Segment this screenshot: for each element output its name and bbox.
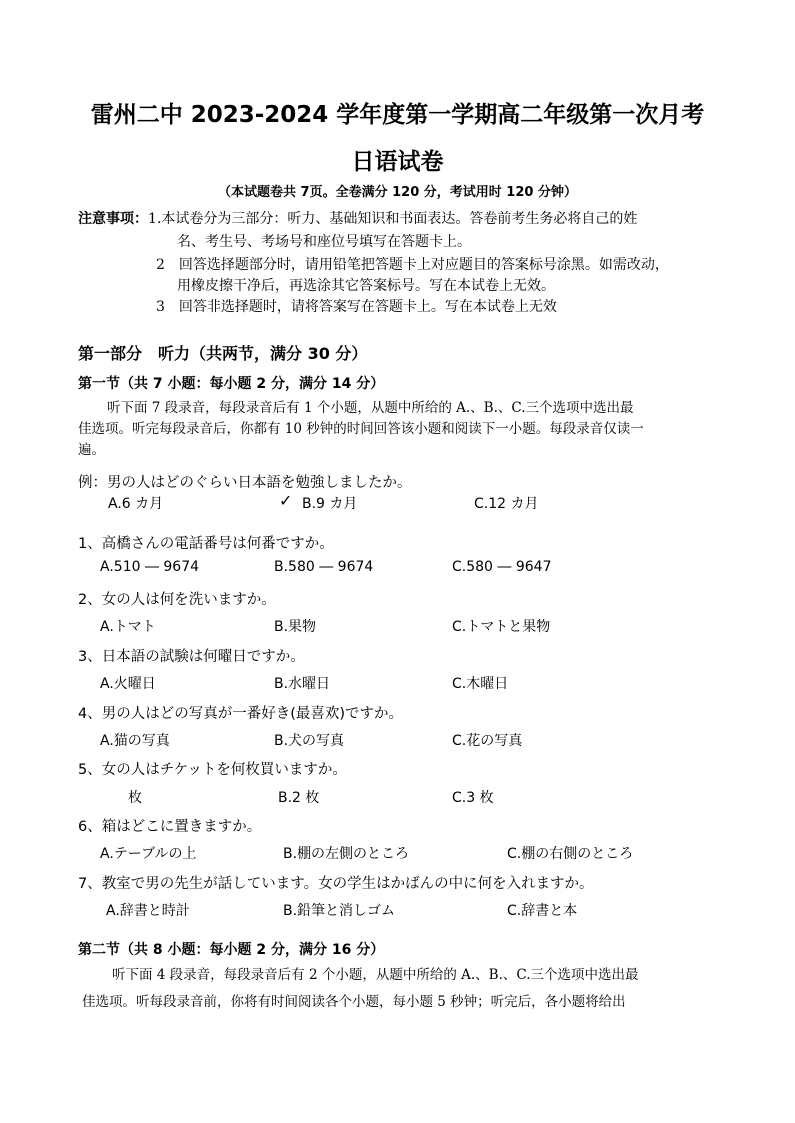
question-7: 7、教室で男の先生が話しています。女の学生はかばんの中に何を入れますか。 [78, 876, 594, 892]
section-1-instructions-line-2: 佳选项。听完每段录音后，你都有 10 秒钟的时间回答该小题和阅读下一小题。每段录音仅读一 [78, 421, 644, 437]
question-5-option-a: 枚 [128, 790, 142, 806]
question-5-option-b: B.2 枚 [278, 790, 320, 806]
question-6: 6、箱はどこに置きますか。 [78, 819, 262, 835]
question-6-option-a: A.テーブルの上 [100, 846, 197, 862]
exam-info: （本试题卷共 7页。全卷满分 120 分，考试用时 120 分钟） [218, 185, 577, 200]
section-2-instructions-line-2: 佳选项。听每段录音前，你将有时间阅读各个小题，每小题 5 秒钟；听完后，各小题将给出 [82, 994, 626, 1010]
section-2-instructions-line-1: 听下面 4 段录音，每段录音后有 2 个小题，从题中所给的 A.、B.、C.三个选项中选出最 [112, 967, 639, 983]
question-5-option-c: C.3 枚 [452, 790, 494, 806]
notice-item-2-line-2: 用橡皮擦干净后，再选涂其它答案标号。写在本试卷上无效。 [177, 278, 555, 294]
question-4-option-c: C.花の写真 [452, 733, 523, 749]
notice-item-1-line-2: 名、考生号、考场号和座位号填写在答题卡上。 [177, 234, 471, 250]
notice-label: 注意事项： [78, 211, 148, 227]
section-1-heading: 第一节（共 7 小题：每小题 2 分，满分 14 分） [78, 376, 385, 392]
question-2-option-c: C.トマトと果物 [452, 619, 551, 635]
question-3-option-a: A.火曜日 [100, 676, 156, 692]
section-1-instructions-line-3: 遍。 [78, 442, 105, 458]
question-6-option-c: C.棚の右側のところ [507, 846, 634, 862]
notice-item-2-line-1: 2 回答选择题部分时，请用铅笔把答题卡上对应题目的答案标号涂黑。如需改动， [156, 257, 669, 273]
question-1: 1、高橋さんの電話番号は何番ですか。 [78, 536, 334, 552]
question-3-option-b: B.水曜日 [274, 676, 331, 692]
question-2-option-a: A.トマト [100, 619, 156, 635]
question-1-option-c: C.580 ― 9647 [452, 559, 552, 575]
checkmark-icon: ✓ [279, 491, 293, 510]
notice-item-1 [78, 208, 637, 228]
question-5: 5、女の人はチケットを何枚買いますか。 [78, 762, 347, 778]
question-7-option-b: B.鉛筆と消しゴム [283, 903, 396, 919]
exam-subtitle: 日语试卷 [351, 149, 444, 175]
question-7-option-a: A.辞書と時計 [106, 903, 190, 919]
example-option-c: C.12 カ月 [474, 496, 539, 512]
question-1-option-b: B.580 ― 9674 [274, 559, 374, 575]
part-1-heading: 第一部分 听力（共两节，满分 30 分） [78, 344, 368, 363]
question-6-option-b: B.棚の左側のところ [283, 846, 410, 862]
question-2: 2、女の人は何を洗いますか。 [78, 592, 276, 608]
example-question: 例：男の人はどのぐらい日本語を勉強しましたか。 [78, 475, 412, 491]
example-option-a: A.6 カ月 [108, 496, 164, 512]
question-1-option-a: A.510 ― 9674 [100, 559, 200, 575]
question-4: 4、男の人はどの写真が一番好き(最喜欢)ですか。 [78, 706, 404, 722]
question-2-option-b: B.果物 [274, 619, 317, 635]
question-4-option-b: B.犬の写真 [274, 733, 345, 749]
notice-item-1-line-1: 1.本试卷分为三部分：听力、基础知识和书面表达。答卷前考生务必将自己的姓 [148, 211, 638, 227]
question-3: 3、日本語の試験は何曜日ですか。 [78, 649, 305, 665]
exam-title: 雷州二中 2023-2024 学年度第一学期高二年级第一次月考 [90, 102, 705, 128]
notice-item-3: 3 回答非选择题时，请将答案写在答题卡上。写在本试卷上无效 [156, 299, 557, 315]
question-7-option-c: C.辞書と本 [507, 903, 578, 919]
section-2-heading: 第二节（共 8 小题：每小题 2 分，满分 16 分） [78, 942, 385, 958]
question-3-option-c: C.木曜日 [452, 676, 509, 692]
question-4-option-a: A.猫の写真 [100, 733, 170, 749]
example-option-b: B.9 カ月 [302, 496, 358, 512]
section-1-instructions-line-1: 听下面 7 段录音，每段录音后有 1 个小题，从题中所给的 A.、B.、C.三个选项中选出最 [107, 400, 634, 416]
